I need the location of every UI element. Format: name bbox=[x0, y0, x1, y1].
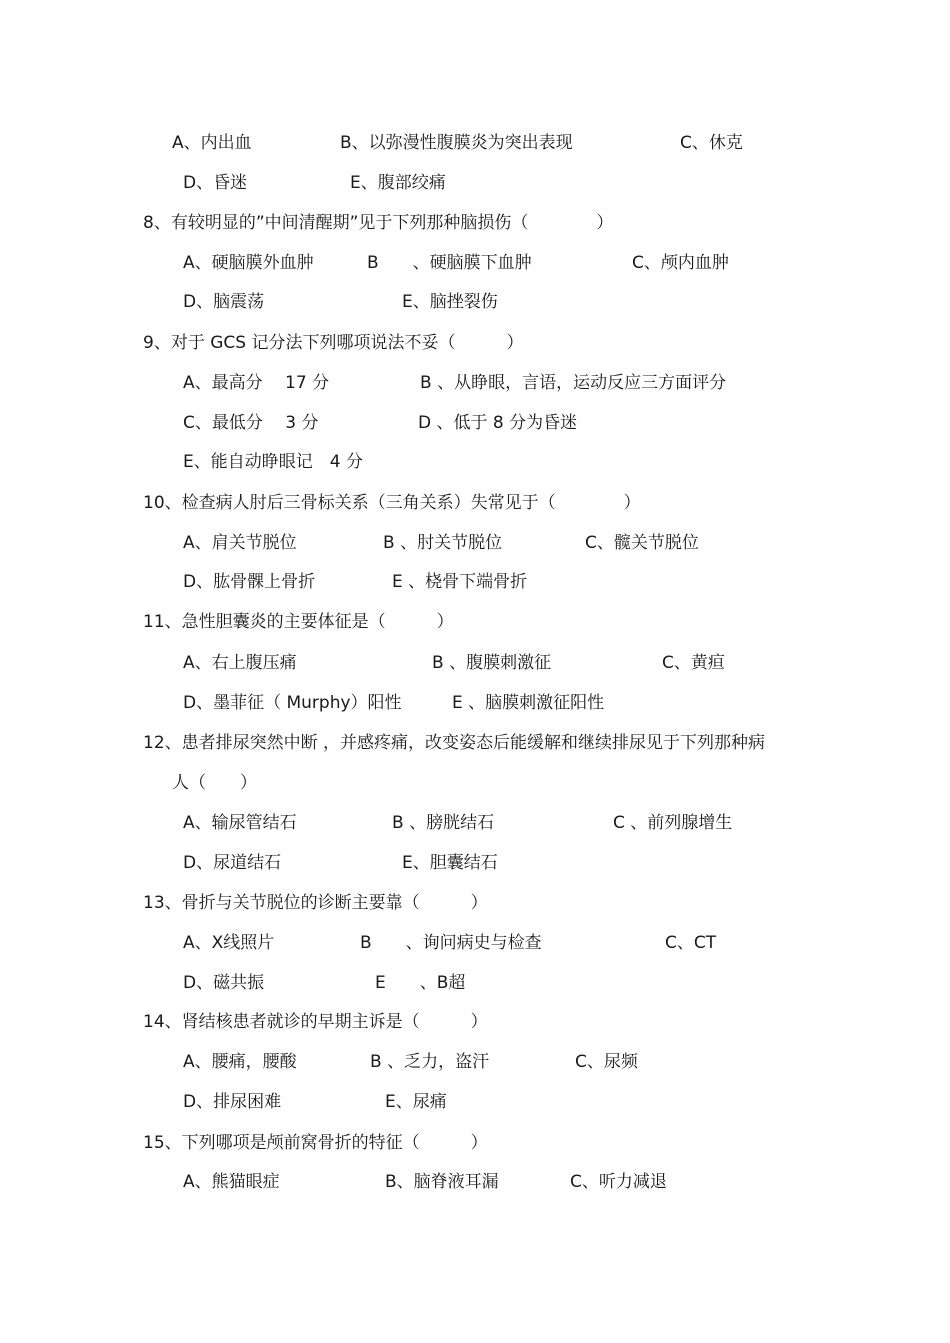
q7-option-c: C、休克 bbox=[680, 133, 743, 153]
q11-option-c: C、黄疸 bbox=[662, 653, 725, 673]
q9-option-c: C、最低分 3 分 bbox=[183, 413, 319, 433]
q7-option-e: E、腹部绞痛 bbox=[350, 173, 446, 193]
q11-option-b: B 、腹膜刺激征 bbox=[432, 653, 552, 673]
q10-option-c: C、髋关节脱位 bbox=[585, 533, 699, 553]
q12-stem-line2: 人（ ） bbox=[172, 773, 257, 793]
q13-option-b: B 、询问病史与检查 bbox=[360, 933, 542, 953]
q10-stem: 10、检查病人肘后三骨标关系（三角关系）失常见于（ ） bbox=[143, 493, 641, 513]
q15-stem: 15、下列哪项是颅前窝骨折的特征（ ） bbox=[143, 1133, 488, 1153]
q8-option-a: A、硬脑膜外血肿 bbox=[183, 253, 314, 273]
q14-option-e: E、尿痛 bbox=[385, 1092, 447, 1112]
q13-option-d: D、磁共振 bbox=[183, 973, 265, 993]
q12-option-a: A、输尿管结石 bbox=[183, 813, 297, 833]
q9-option-e: E、能自动睁眼记 4 分 bbox=[183, 452, 363, 472]
q12-option-b: B 、膀胱结石 bbox=[392, 813, 495, 833]
q14-option-d: D、排尿困难 bbox=[183, 1092, 282, 1112]
q10-option-a: A、肩关节脱位 bbox=[183, 533, 297, 553]
q7-option-a: A、内出血 bbox=[172, 133, 252, 153]
q11-option-a: A、右上腹压痛 bbox=[183, 653, 297, 673]
q8-option-c: C、颅内血肿 bbox=[632, 253, 729, 273]
q12-option-c: C 、前列腺增生 bbox=[613, 813, 733, 833]
q8-option-e: E、脑挫裂伤 bbox=[402, 292, 498, 312]
q10-option-e: E 、桡骨下端骨折 bbox=[392, 572, 528, 592]
q7-option-d: D、昏迷 bbox=[183, 173, 248, 193]
q9-option-d: D 、低于 8 分为昏迷 bbox=[418, 413, 578, 433]
q12-stem-line1: 12、患者排尿突然中断 ，并感疼痛，改变姿态后能缓解和继续排尿见于下列那种病 bbox=[143, 733, 766, 753]
q14-option-a: A、腰痛，腰酸 bbox=[183, 1052, 297, 1072]
q13-option-e: E 、B超 bbox=[375, 973, 466, 993]
q15-option-a: A、熊猫眼症 bbox=[183, 1172, 280, 1192]
q15-option-c: C、听力减退 bbox=[570, 1172, 667, 1192]
q13-option-a: A、X线照片 bbox=[183, 933, 275, 953]
q10-option-d: D、肱骨髁上骨折 bbox=[183, 572, 316, 592]
q12-option-e: E、胆囊结石 bbox=[402, 853, 498, 873]
q9-option-b: B 、从睁眼，言语，运动反应三方面评分 bbox=[420, 373, 727, 393]
q11-option-d: D、墨菲征（ Murphy）阳性 bbox=[183, 693, 402, 713]
q9-stem: 9、对于 GCS 记分法下列哪项说法不妥（ ） bbox=[143, 333, 524, 353]
q7-option-b: B、以弥漫性腹膜炎为突出表现 bbox=[340, 133, 573, 153]
q14-option-b: B 、乏力，盗汗 bbox=[370, 1052, 490, 1072]
q15-option-b: B、脑脊液耳漏 bbox=[385, 1172, 499, 1192]
q11-option-e: E 、脑膜刺激征阳性 bbox=[452, 693, 605, 713]
q14-option-c: C、尿频 bbox=[575, 1052, 638, 1072]
q8-option-d: D、脑震荡 bbox=[183, 292, 265, 312]
q13-stem: 13、骨折与关节脱位的诊断主要靠（ ） bbox=[143, 893, 488, 913]
q11-stem: 11、急性胆囊炎的主要体征是（ ） bbox=[143, 612, 454, 632]
q12-option-d: D、尿道结石 bbox=[183, 853, 282, 873]
q8-stem: 8、有较明显的”中间清醒期”见于下列那种脑损伤（ ） bbox=[143, 213, 614, 233]
q9-option-a: A、最高分 17 分 bbox=[183, 373, 330, 393]
q14-stem: 14、肾结核患者就诊的早期主诉是（ ） bbox=[143, 1012, 488, 1032]
q13-option-c: C、CT bbox=[665, 933, 717, 953]
q8-option-b: B 、硬脑膜下血肿 bbox=[367, 253, 532, 273]
q10-option-b: B 、肘关节脱位 bbox=[383, 533, 503, 553]
